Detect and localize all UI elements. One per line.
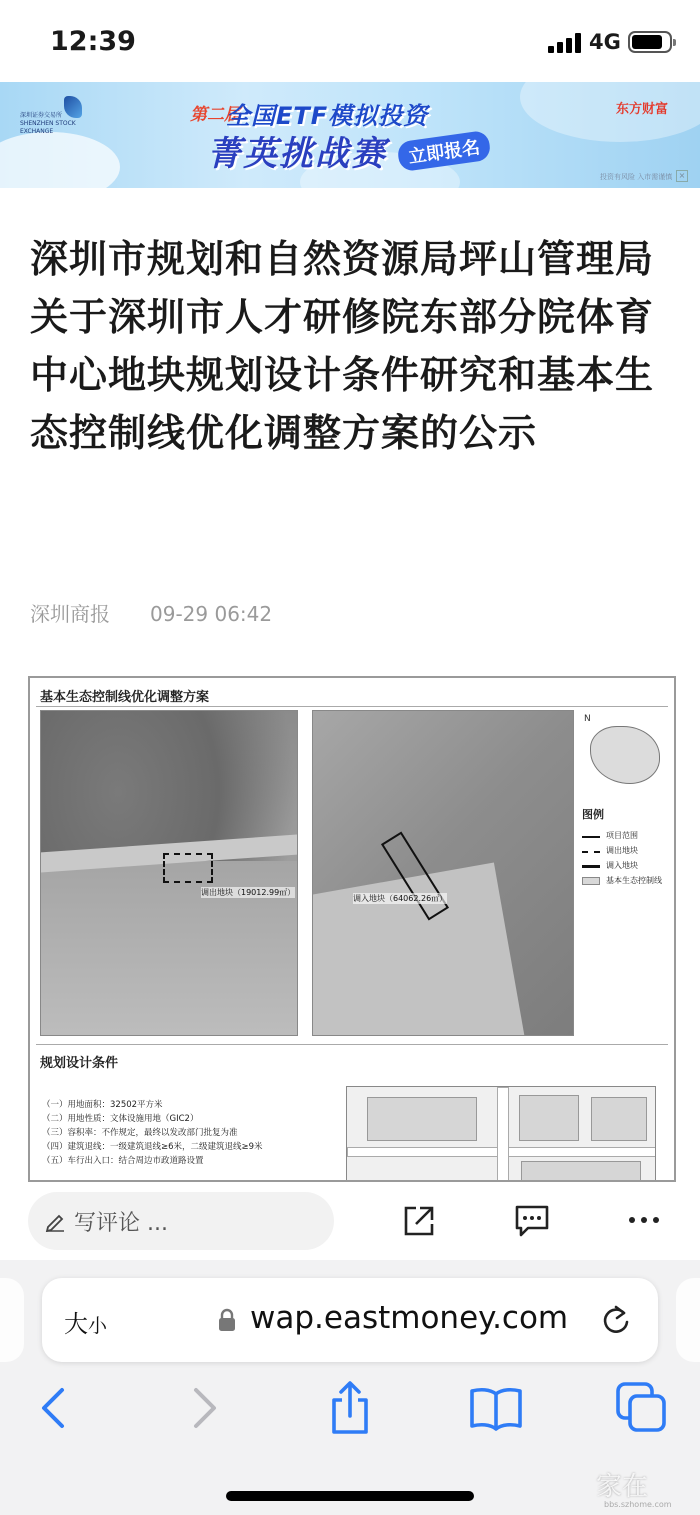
status-bar: [0, 0, 700, 82]
battery-icon: [628, 31, 672, 53]
comment-placeholder: 写评论 ...: [74, 1211, 168, 1236]
figure-divider: [36, 706, 668, 707]
adjacent-tab[interactable]: [676, 1278, 700, 1362]
forum-watermark: 家在: [596, 1472, 649, 1502]
plan-item: （五）车行出入口：结合周边市政道路设置: [42, 1156, 204, 1166]
parcel-out-outline: [163, 853, 213, 883]
banner-brand-logo: 东方财富: [616, 102, 669, 117]
exchange-name-en: SHENZHEN STOCK EXCHANGE: [20, 120, 76, 135]
address-bar[interactable]: [42, 1278, 658, 1362]
text-size-button[interactable]: 大小: [64, 1310, 108, 1338]
north-arrow-icon: N: [584, 714, 591, 724]
exchange-name: 深圳证券交易所: [20, 112, 63, 119]
banner-title: 菁英挑战赛: [207, 134, 387, 174]
share-external-icon[interactable]: [402, 1204, 436, 1238]
legend-title: 图例: [582, 808, 604, 821]
share-icon[interactable]: [320, 1378, 380, 1438]
plan-item: （二）用地性质：文体设施用地（GIC2）: [42, 1114, 199, 1124]
cellular-signal-icon: [548, 33, 582, 53]
plan-conditions-list: [42, 1098, 263, 1168]
legend-item: 项目范围: [582, 828, 674, 843]
parcel-out-label: 调出地块（19012.99㎡）: [201, 888, 296, 897]
article-source[interactable]: 深圳商报: [30, 602, 110, 626]
figure-heading: 基本生态控制线优化调整方案: [40, 690, 210, 705]
site-plan-map: [346, 1086, 656, 1182]
lock-icon: [218, 1308, 236, 1332]
location-inset-map: [582, 714, 670, 798]
legend-item: 基本生态控制线: [582, 873, 674, 888]
status-time: 12:39: [50, 26, 136, 57]
article-meta: [30, 598, 272, 627]
article-date: 09-29 06:42: [150, 602, 273, 626]
forum-watermark-url: bbs.szhome.com: [604, 1500, 672, 1509]
figure-divider: [36, 1044, 668, 1045]
banner-headline: 全国ETF模拟投资: [226, 102, 429, 130]
home-indicator[interactable]: [226, 1491, 474, 1501]
ad-banner[interactable]: [0, 82, 700, 188]
satellite-map-out: [40, 710, 298, 1036]
article-title: 深圳市规划和自然资源局坪山管理局关于深圳市人才研修院东部分院体育中心地块规划设计条件研究和基本生态控制线优化调整方案的公示: [30, 237, 655, 455]
exchange-logo: [20, 96, 90, 136]
tabs-icon[interactable]: [612, 1378, 672, 1438]
legend-item: 调出地块: [582, 843, 674, 858]
comment-input[interactable]: [28, 1192, 334, 1250]
adjacent-tab[interactable]: [0, 1278, 24, 1362]
plan-item: （四）建筑退线：一级建筑退线≥6米，二级建筑退线≥9米: [42, 1142, 263, 1152]
parcel-in-label: 调入地块（64062.26㎡）: [353, 894, 448, 903]
comments-icon[interactable]: [514, 1204, 550, 1238]
banner-edition: 第二届: [190, 105, 241, 125]
network-type: 4G: [589, 30, 621, 54]
article-image[interactable]: [28, 676, 676, 1182]
banner-signup-button[interactable]: 立即报名: [396, 130, 491, 173]
back-arrow-icon[interactable]: [24, 1378, 84, 1438]
plan-item: （三）容积率：不作规定，最终以发改部门批复为准: [42, 1128, 238, 1138]
legend-item: 调入地块: [582, 858, 674, 873]
more-options-icon[interactable]: [628, 1210, 660, 1230]
comment-toolbar: [0, 1182, 700, 1260]
map-legend: [582, 806, 674, 888]
bookmarks-icon[interactable]: [466, 1378, 526, 1438]
banner-disclaimer: 投资有风险 入市需谨慎: [600, 173, 673, 181]
pen-icon: [44, 1210, 66, 1232]
reload-icon[interactable]: [600, 1304, 632, 1336]
plan-heading: 规划设计条件: [40, 1056, 119, 1071]
browser-toolbar: [0, 1260, 700, 1515]
browser-nav-row: [0, 1378, 700, 1448]
plan-item: （一）用地面积：32502平方米: [42, 1100, 163, 1110]
satellite-map-in: [312, 710, 574, 1036]
url-text[interactable]: wap.eastmoney.com: [250, 1300, 569, 1336]
banner-close-icon[interactable]: ×: [676, 170, 688, 182]
forward-arrow-icon[interactable]: [174, 1378, 234, 1438]
